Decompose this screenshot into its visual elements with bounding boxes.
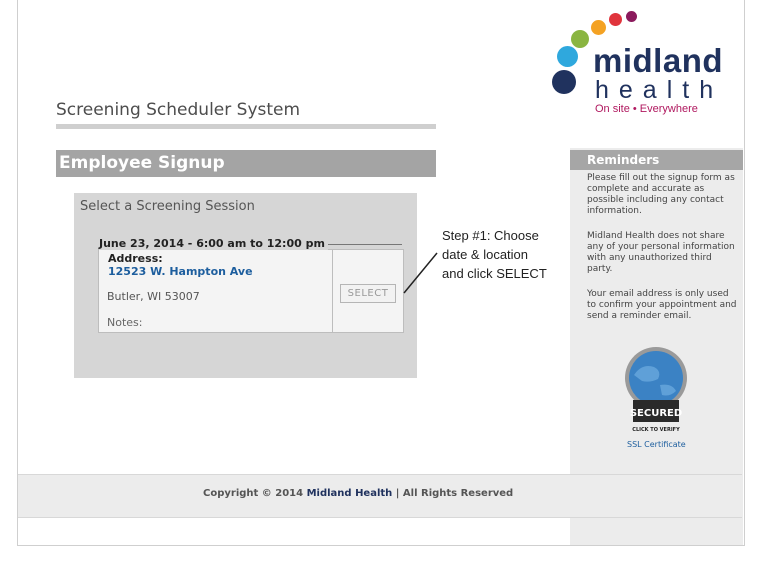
address-street: 12523 W. Hampton Ave [108,265,253,278]
reminder-paragraph: Please fill out the signup form as complete and accurate as possible including any contact information. [587,173,735,216]
site-title: Screening Scheduler System [56,100,301,120]
logo-brand-sub: health [595,76,724,104]
address-city: Butler, WI 53007 [107,290,200,303]
reminder-paragraph: Your email address is only used to confirm your appointment and send a reminder email. [587,289,737,321]
seal-secured-text: SECURED [629,408,683,419]
select-session-button[interactable]: SELECT [340,284,396,303]
seal-verify-text: CLICK TO VERIFY [632,427,680,433]
title-divider [56,124,436,129]
session-panel-title: Select a Screening Session [80,199,255,214]
reminders-title: Reminders [587,153,660,167]
reminder-paragraph: Midland Health does not share any of your personal information with any unauthorized third party. [587,231,735,274]
pointer-line [400,250,440,296]
ssl-certificate-link[interactable]: SSL Certificate [627,440,686,449]
logo-dot-red [609,13,622,26]
logo-dot-navy [552,70,576,94]
section-title: Employee Signup [59,153,225,173]
reminders-header [570,150,743,170]
pointer-stroke [404,253,437,293]
logo-dot-orange [591,20,606,35]
logo-dot-green [571,30,589,48]
copyright-text [203,488,513,499]
copyright-prefix: Copyright © 2014 [203,488,304,499]
session-date-time: June 23, 2014 - 6:00 am to 12:00 pm [99,237,328,250]
address-label: Address: [108,252,163,265]
session-card-divider [332,249,333,332]
logo-dot-blue [557,46,578,67]
step-instruction: Step #1: Choose date & location and click SELECT [442,228,547,281]
copyright-suffix: | All Rights Reserved [395,488,514,499]
session-notes-label: Notes: [107,316,143,329]
copyright-brand[interactable]: Midland Health [306,488,393,499]
section-header [56,150,436,177]
logo-dot-purple [626,11,637,22]
ssl-seal-icon[interactable] [620,345,692,435]
logo-brand-main: midland [593,42,724,79]
logo-tagline: On site • Everywhere [595,103,698,115]
